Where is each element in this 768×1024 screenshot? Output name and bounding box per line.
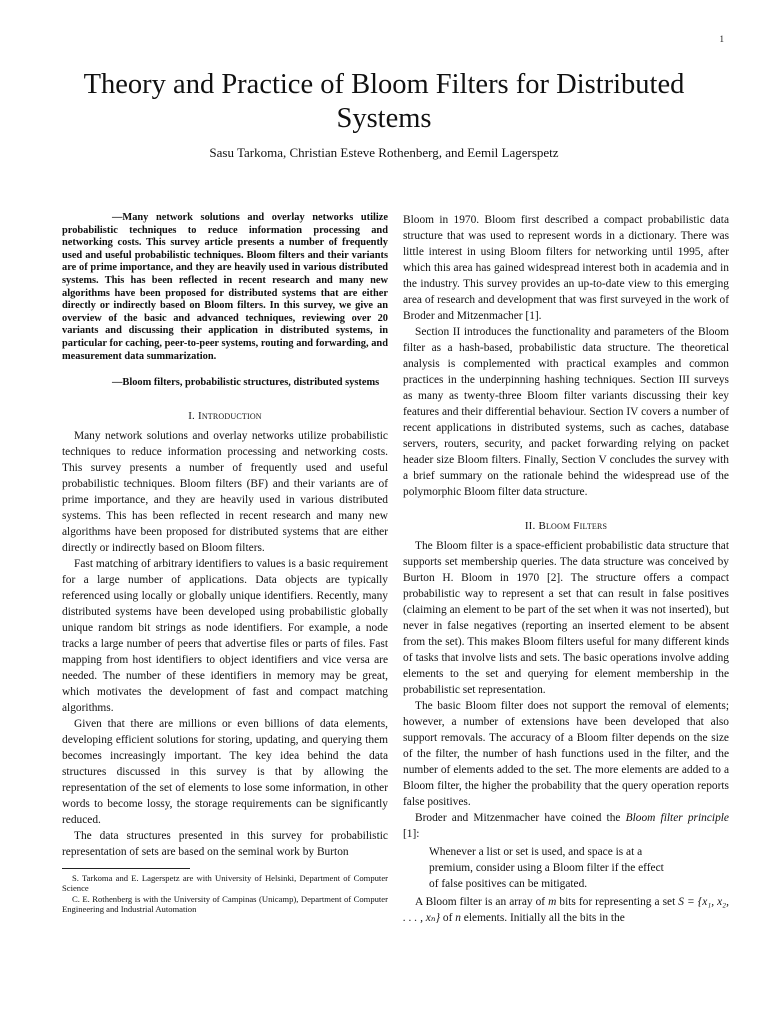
- footnote: S. Tarkoma and E. Lagerspetz are with University of Helsinki, Department of Computer Science: [62, 872, 388, 894]
- quote-line: premium, consider using a Bloom filter if the effect: [429, 862, 664, 874]
- intro-paragraph: Section II introduces the functionality and parameters of the Bloom filter as a hash-based, probabilistic data structure. The theoretical analysis is complemented with practical examples and common practices in the underpinning hashing techniques. Section III surveys as many as twenty-three Bloom filter variants discussing their key features and their differential behaviour. Section IV covers a number of recent applications in distributed systems, such as caches, database servers, routers, security, and packet forwarding relying on packet header size Bloom filters. Finally, Section V concludes the survey with a brief summary on the rationale behind the widespread use of the polymorphic Bloom filter data structure.: [403, 326, 729, 498]
- definition-text: elements. Initially all the bits in the: [463, 912, 625, 924]
- quote-line: of false positives can be mitigated.: [429, 878, 588, 890]
- definition-text: of: [442, 912, 453, 924]
- footnote: C. E. Rothenberg is with the University of Campinas (Unicamp), Department of Computer Engineering and Industrial Automation: [62, 893, 388, 914]
- right-column: [403, 212, 729, 926]
- intro-paragraph: The data structures presented in this survey for probabilistic representation of sets are based on the seminal work by Burton: [62, 829, 388, 858]
- abstract: [62, 212, 388, 363]
- definition-text: A Bloom filter is an array of: [415, 896, 546, 908]
- left-column: [62, 212, 388, 914]
- section-heading-introduction: I. Introduction: [188, 409, 262, 422]
- footnote-divider: [62, 868, 190, 869]
- author-list: Sasu Tarkoma, Christian Esteve Rothenberg, and Eemil Lagerspetz: [209, 145, 559, 160]
- principle-name: Bloom filter principle: [625, 812, 729, 824]
- intro-paragraph: Fast matching of arbitrary identifiers to values is a basic requirement for a large number of applications. Data objects are typically referenced using locally or globally unique identifiers. Recently, many distributed systems have been developed using probabilistic globally unique random bit strings as node identifiers. For example, a node tracks a large number of peers that advertise files or parts of files. Fast mapping from host identifiers to object identifiers and vice versa are needed. The number of these identifiers in memory may be great, which motivates the development of fast and compact matching algorithms.: [62, 557, 388, 714]
- bloom-paragraph: The basic Bloom filter does not support the removal of elements; however, a number of extensions have been developed that also support removals. The accuracy of a Bloom filter depends on the size of the filter, the number of hash functions used in the filter, and the number of elements added to the set. The more elements are added to a Bloom filter, the higher the probability that the query operation reports false positives.: [403, 700, 729, 808]
- principle-ref: [1]:: [403, 828, 420, 840]
- definition-text: bits for representing a set: [559, 896, 676, 908]
- index-terms: [62, 377, 388, 390]
- principle-quote: [403, 844, 729, 892]
- math-m: m: [548, 896, 557, 908]
- intro-paragraph: Given that there are millions or even billions of data elements, developing efficient solutions for storing, updating, and querying them becomes increasingly important. The key idea behind the data structures discussed in this survey is that by allowing the representation of the set of elements to lose some information, in other words to become lossy, the storage requirements can be significantly reduced.: [62, 717, 388, 826]
- principle-paragraph: [403, 810, 729, 842]
- math-n: n: [455, 912, 461, 924]
- intro-continuation: Bloom in 1970. Bloom first described a compact probabilistic data structure that was used to represent words in a dictionary. There was little interest in using Bloom filters for networking until 1995, after which this area has gained widespread interest both in academia and in the industry. This survey provides an up-to-date view to this emerging area of research and development that was first surveyed in the work of Broder and Mitzenmacher [1].: [403, 214, 729, 322]
- quote-line: Whenever a list or set is used, and space is at a: [429, 846, 643, 858]
- keywords-text: —Bloom filters, probabilistic structures, distributed systems: [112, 377, 380, 389]
- paper-title: Theory and Practice of Bloom Filters for Distributed Systems: [83, 69, 685, 134]
- section-heading-bloom-filters: II. Bloom Filters: [524, 520, 608, 532]
- principle-intro: Broder and Mitzenmacher have coined the: [415, 812, 621, 824]
- abstract-text: —Many network solutions and overlay networks utilize probabilistic techniques to reduce information processing and networking costs. This survey article presents a number of frequently used and useful probabilistic techniques. Bloom filters and their variants are of prime importance, and they are heavily used in various distributed systems. This has been reflected in recent research and many new algorithms have been proposed for distributed systems that are either directly or indirectly based on Bloom filters. In this survey, we give an overview of the basic and advanced techniques, reviewing over 20 variants and discussing their application in distributed systems, in particular for caching, peer-to-peer systems, routing and forwarding, and measurement data summarization.: [62, 212, 388, 362]
- definition-paragraph: [403, 894, 729, 926]
- intro-paragraph: Many network solutions and overlay networks utilize probabilistic techniques to reduce information processing and networking costs. This survey presents a number of frequently used and useful probabilistic techniques. Bloom filters (BF) and their variants are of prime importance, and they are heavily used in various distributed systems. This has been reflected in recent research and many new algorithms have been proposed for distributed systems that are either directly or indirectly based on Bloom filters.: [62, 429, 388, 554]
- page-number: 1: [719, 34, 724, 44]
- math-set: S = {x₁, x₂, . . . , xₙ}: [403, 896, 729, 924]
- bloom-paragraph: The Bloom filter is a space-efficient probabilistic data structure that supports set membership queries. The data structure was conceived by Burton H. Bloom in 1970 [2]. The structure offers a compact probabilistic way to represent a set that can result in false positives (claiming an element to be part of the set when it was not inserted), but never in false negatives (reporting an inserted element to be absent from the set). This makes Bloom filters useful for many different kinds of tasks that involve lists and sets. The basic operations involve adding elements to the set and querying for element membership in the probabilistic set representation.: [403, 540, 729, 696]
